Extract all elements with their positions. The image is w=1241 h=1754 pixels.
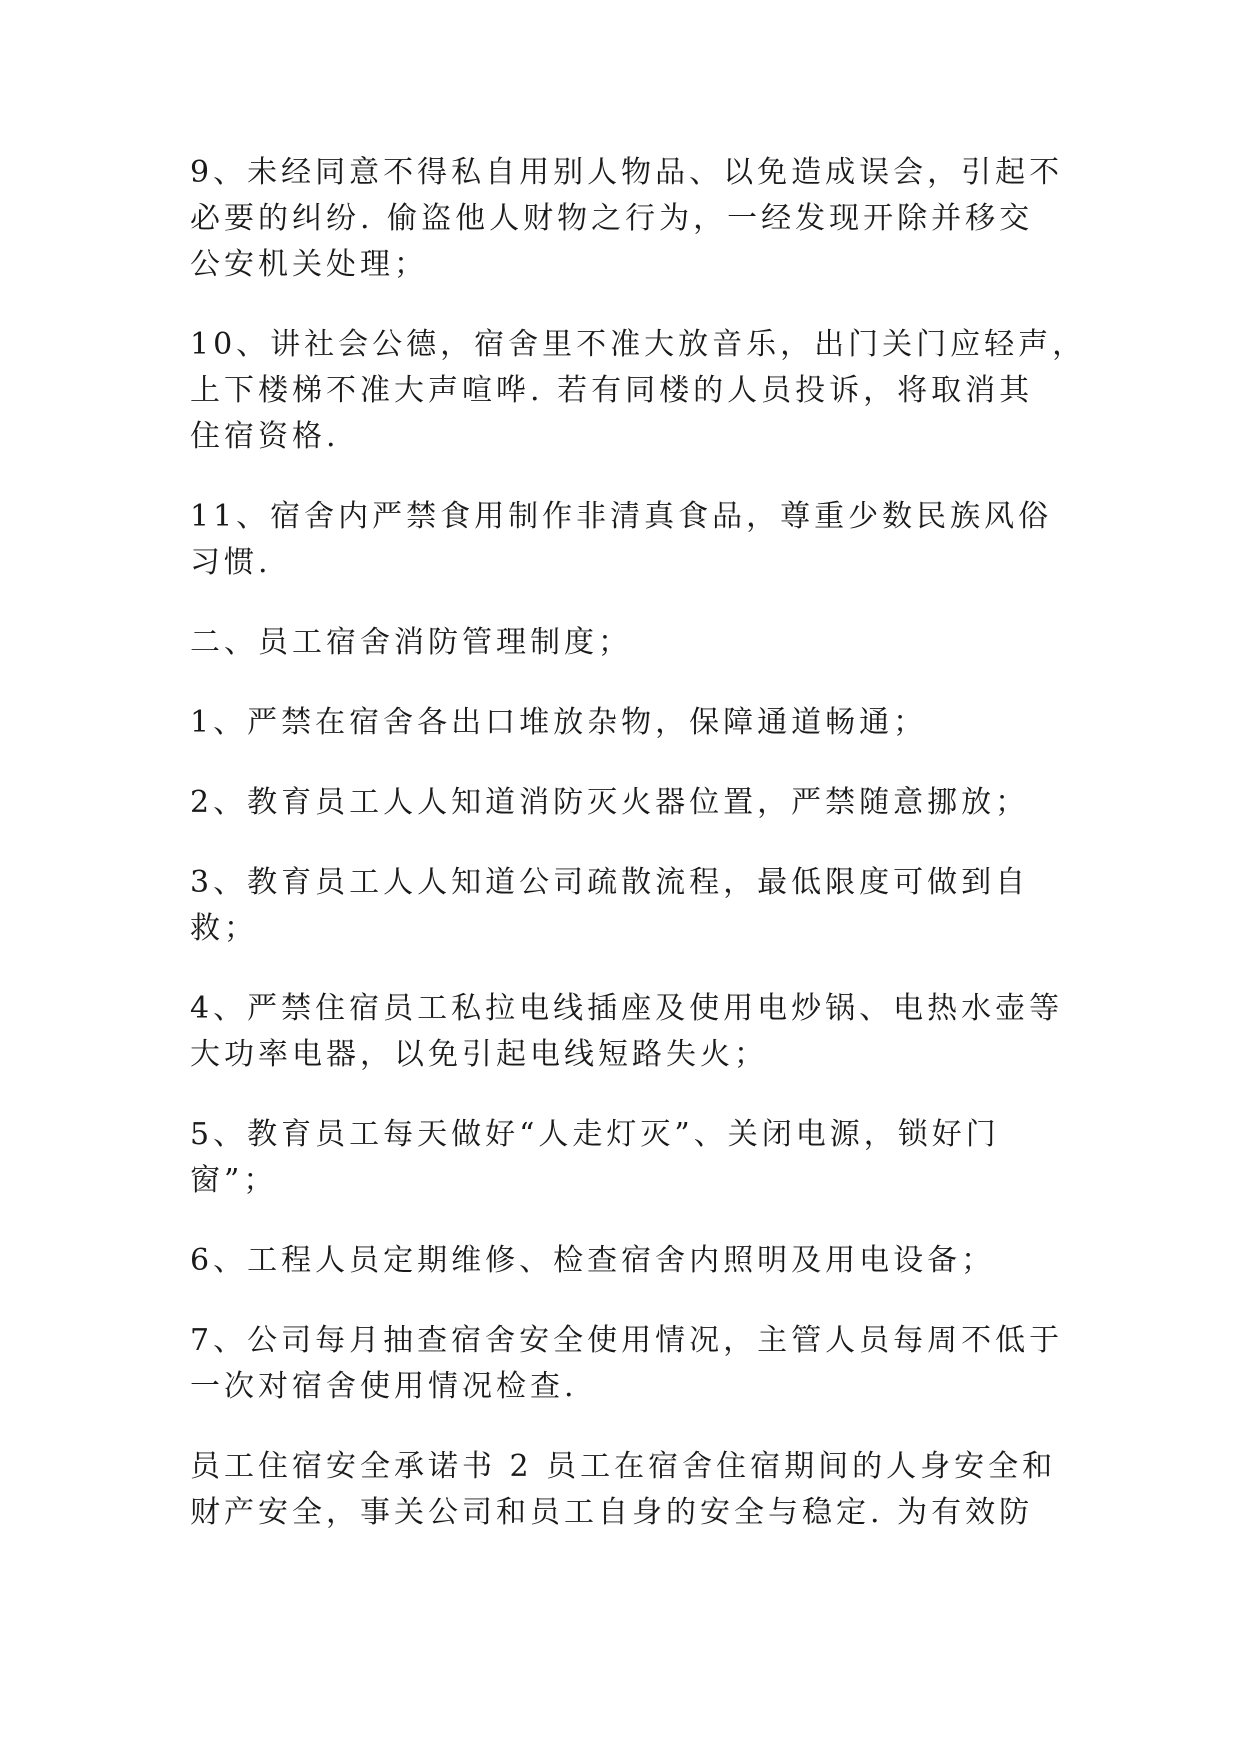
text-line: 财产安全，事关公司和员工自身的安全与稳定. 为有效防 <box>190 1495 1034 1530</box>
text-line: 5、教育员工每天做好“人走灯灭”、关闭电源，锁好门 <box>190 1117 1000 1152</box>
text-line: 窗”； <box>190 1163 278 1198</box>
text-line: 上下楼梯不准大声喧哗. 若有同楼的人员投诉，将取消其 <box>190 373 1034 408</box>
text-line: 救； <box>190 911 258 946</box>
text-line: 必要的纠纷. 偷盗他人财物之行为，一经发现开除并移交 <box>190 201 1034 236</box>
text-line: 11、宿舍内严禁食用制作非清真食品，尊重少数民族风俗 <box>190 499 1053 534</box>
text-line: 4、严禁住宿员工私拉电线插座及使用电炒锅、电热水壶等 <box>190 991 1064 1026</box>
text-line: 习惯. <box>190 545 272 580</box>
text-line: 1、严禁在宿舍各出口堆放杂物，保障通道畅通； <box>190 705 928 740</box>
rule-10-paragraph <box>190 322 1087 460</box>
fire-rule-6-paragraph <box>190 1238 1050 1284</box>
text-line: 一次对宿舍使用情况检查. <box>190 1369 578 1404</box>
fire-rule-3-paragraph <box>190 860 1050 952</box>
text-line: 公安机关处理； <box>190 247 428 282</box>
text-line: 员工住宿安全承诺书 2 员工在宿舍住宿期间的人身安全和 <box>190 1449 1057 1484</box>
rule-11-paragraph <box>190 494 1053 586</box>
text-line: 3、教育员工人人知道公司疏散流程，最低限度可做到自 <box>190 865 1030 900</box>
section-heading-text: 二、员工宿舍消防管理制度； <box>190 625 632 660</box>
text-line: 2、教育员工人人知道消防灭火器位置，严禁随意挪放； <box>190 785 1030 820</box>
text-line: 6、工程人员定期维修、检查宿舍内照明及用电设备； <box>190 1243 996 1278</box>
fire-rule-7-paragraph <box>190 1318 1064 1410</box>
section-heading-fire-safety <box>190 620 1050 666</box>
text-line: 大功率电器，以免引起电线短路失火； <box>190 1037 768 1072</box>
commitment-paragraph <box>190 1444 1057 1536</box>
document-body <box>190 150 1087 1570</box>
fire-rule-1-paragraph <box>190 700 1050 746</box>
text-line: 住宿资格. <box>190 419 340 454</box>
text-line: 10、讲社会公德，宿舍里不准大放音乐，出门关门应轻声， <box>190 327 1087 362</box>
fire-rule-2-paragraph <box>190 780 1050 826</box>
text-line: 7、公司每月抽查宿舍安全使用情况，主管人员每周不低于 <box>190 1323 1064 1358</box>
text-line: 9、未经同意不得私自用别人物品、以免造成误会，引起不 <box>190 155 1064 190</box>
fire-rule-5-paragraph <box>190 1112 1050 1204</box>
fire-rule-4-paragraph <box>190 986 1064 1078</box>
rule-9-paragraph <box>190 150 1064 288</box>
